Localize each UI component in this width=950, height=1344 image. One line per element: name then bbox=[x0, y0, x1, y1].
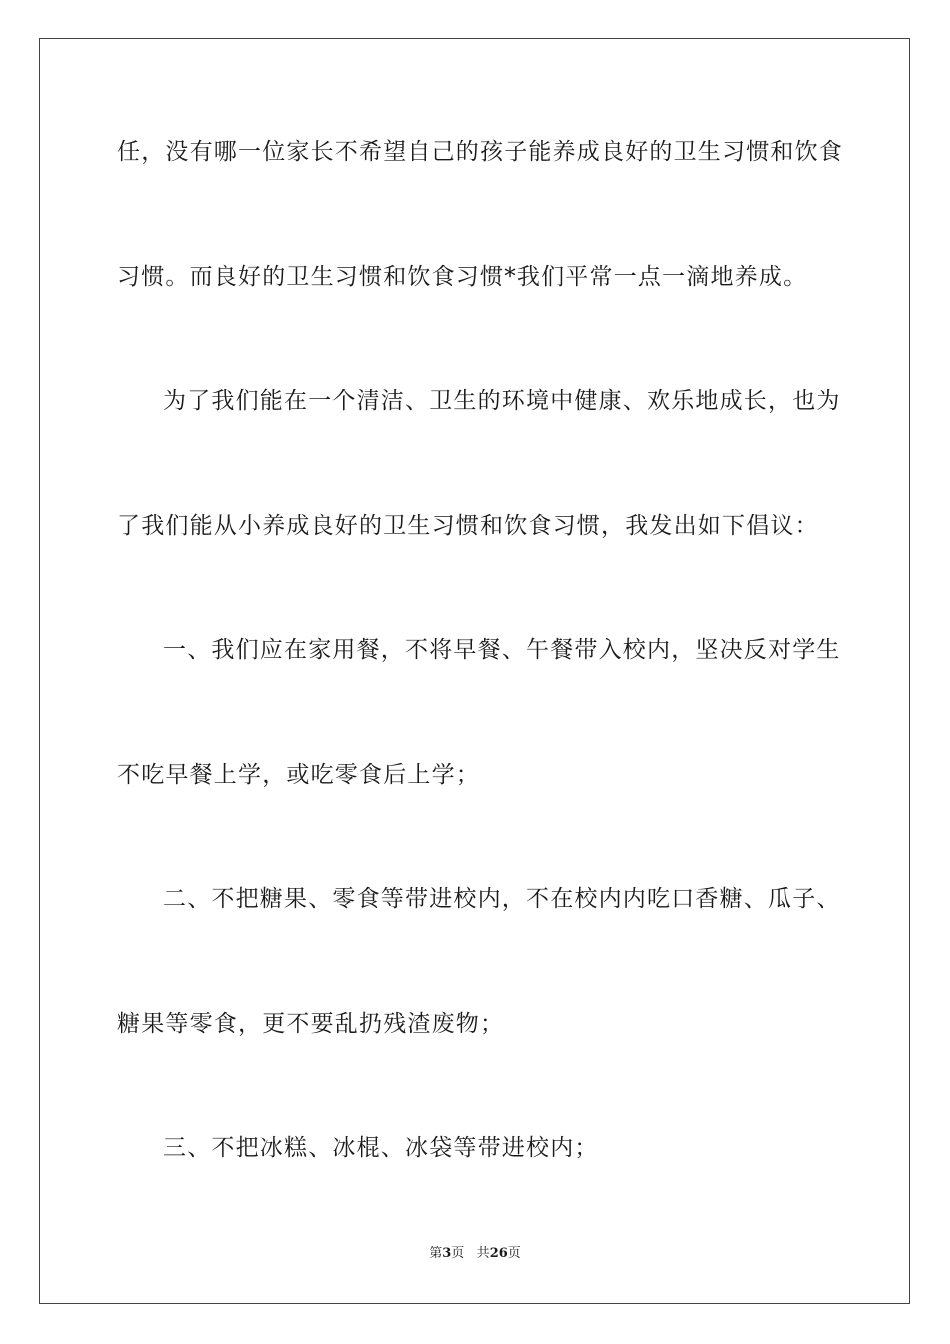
footer-total-pages: 26 bbox=[489, 1246, 508, 1261]
text-line-6: 不吃早餐上学，或吃零食后上学； bbox=[117, 762, 480, 788]
text-line-8: 糖果等零食，更不要乱扔残渣废物； bbox=[117, 1011, 505, 1037]
text-line-2: 习惯。而良好的卫生习惯和饮食习惯*我们平常一点一滴地养成。 bbox=[117, 264, 808, 290]
text-line-9: 三、不把冰糕、冰棍、冰袋等带进校内； bbox=[163, 1135, 599, 1161]
page-border bbox=[39, 38, 910, 1304]
text-line-3: 为了我们能在一个清洁、卫生的环境中健康、欢乐地成长，也为 bbox=[163, 388, 841, 414]
footer-total-suffix: 页 bbox=[507, 1246, 521, 1261]
footer-page-prefix: 第 bbox=[429, 1246, 443, 1261]
footer-page-suffix: 页 bbox=[451, 1246, 465, 1261]
text-line-1: 任，没有哪一位家长不希望自己的孩子能养成良好的卫生习惯和饮食 bbox=[117, 139, 843, 165]
footer-total-prefix: 共 bbox=[476, 1246, 490, 1261]
text-line-5: 一、我们应在家用餐，不将早餐、午餐带入校内，坚决反对学生 bbox=[163, 637, 841, 663]
text-line-7: 二、不把糖果、零食等带进校内，不在校内内吃口香糖、瓜子、 bbox=[163, 886, 841, 912]
text-line-4: 了我们能从小养成良好的卫生习惯和饮食习惯，我发出如下倡议： bbox=[117, 513, 819, 539]
footer-page-number: 3 bbox=[442, 1246, 452, 1261]
page-footer bbox=[0, 1245, 950, 1263]
